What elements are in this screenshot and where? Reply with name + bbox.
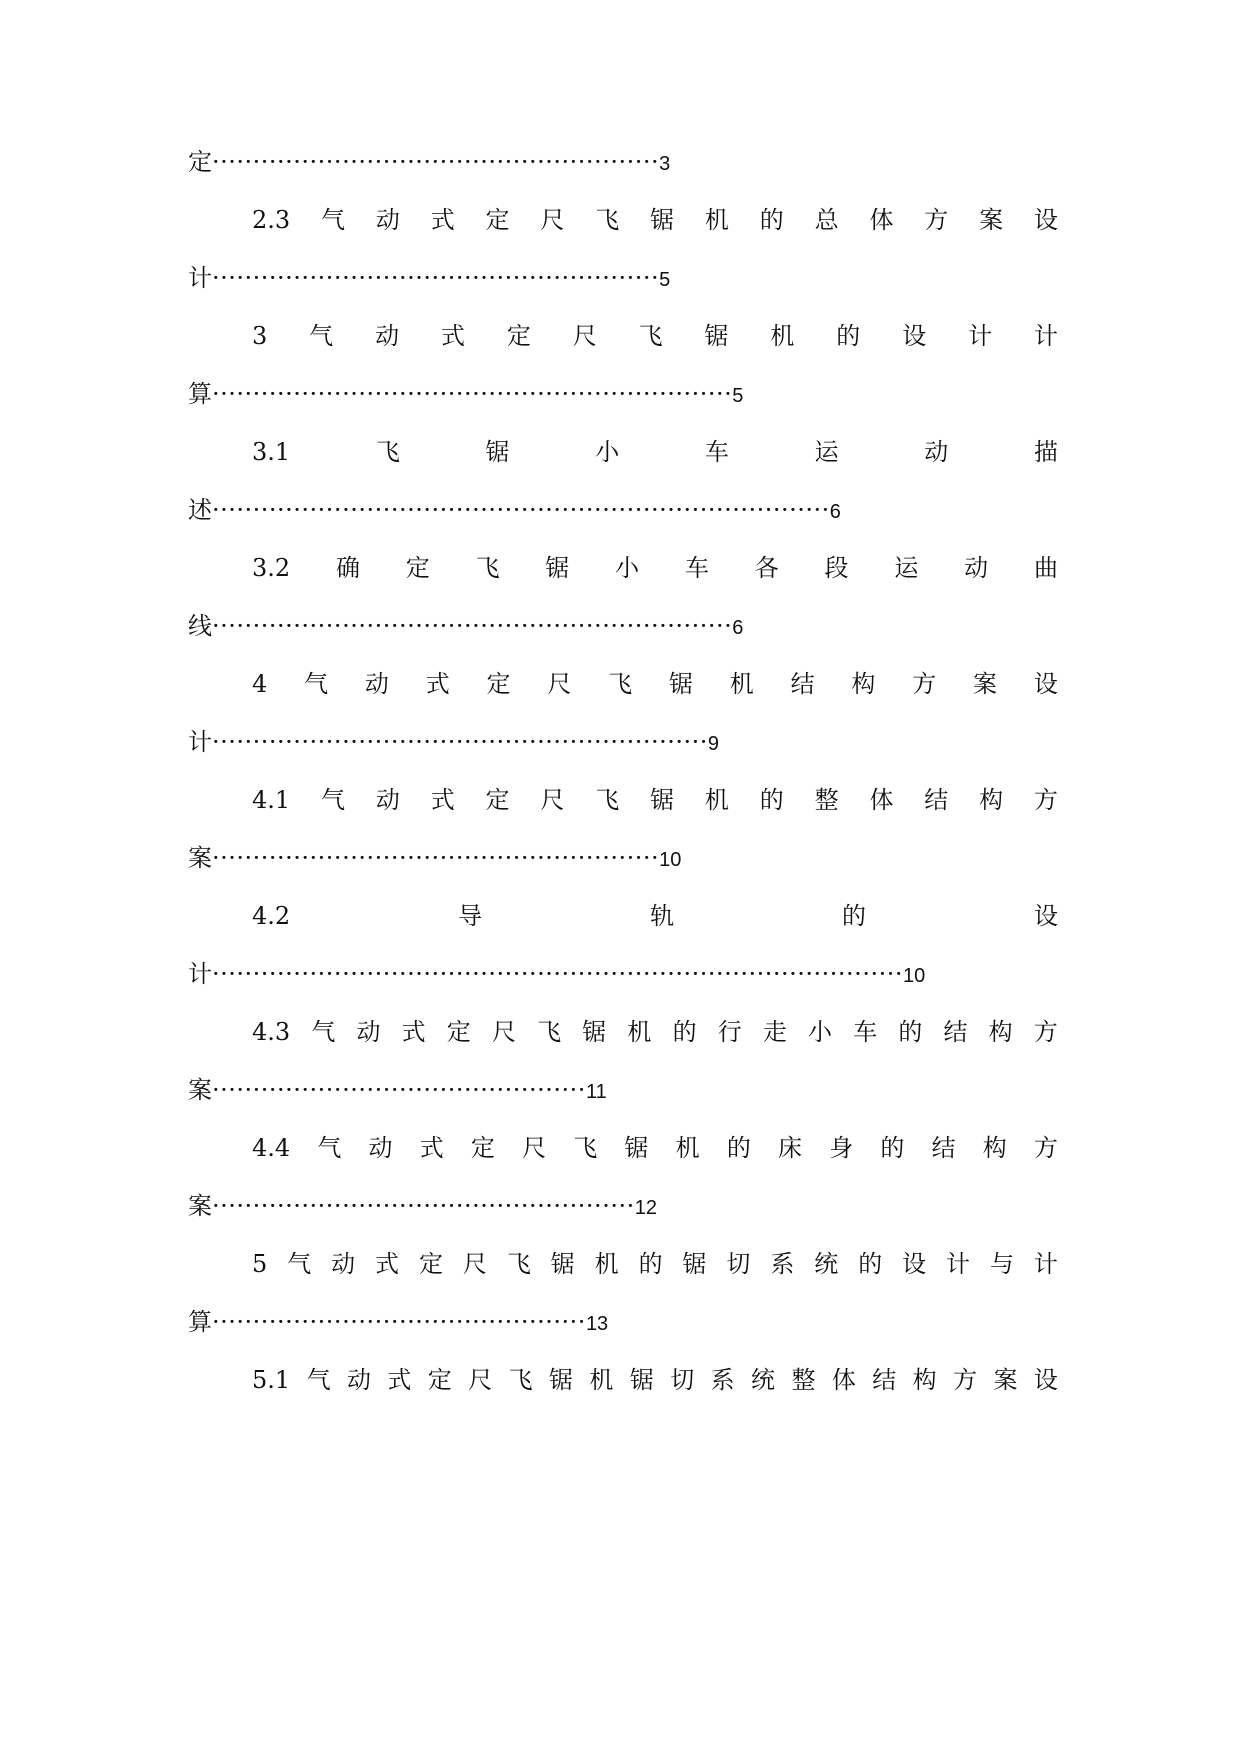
toc-section-number: 3	[252, 322, 268, 350]
toc-entry-heading[interactable]	[252, 1128, 1058, 1168]
toc-heading-char: 动	[364, 670, 389, 698]
toc-heading-char: 锯	[704, 322, 729, 350]
toc-heading-char: 式	[440, 322, 465, 350]
toc-page-number: 13	[585, 1313, 609, 1335]
toc-section-number: 4.2	[252, 902, 291, 930]
toc-heading-char: 式	[425, 670, 450, 698]
toc-entry-leader-line[interactable]	[188, 1070, 1058, 1110]
toc-heading-char: 设	[1033, 670, 1058, 698]
toc-entry-heading[interactable]	[252, 548, 1058, 588]
toc-entry-leader-line[interactable]	[188, 1186, 1058, 1226]
toc-heading-char: 结	[943, 1018, 968, 1046]
toc-heading-char: 方	[1033, 1018, 1058, 1046]
toc-heading-char: 定	[506, 322, 531, 350]
toc-heading-char: 的	[858, 1250, 883, 1278]
toc-entry-leader-line[interactable]	[188, 490, 1058, 530]
toc-heading-char: 案	[973, 670, 998, 698]
toc-heading-char: 机	[704, 206, 729, 234]
toc-heading-char: 飞	[375, 438, 400, 466]
toc-heading-char: 锯	[650, 786, 675, 814]
toc-heading-char: 飞	[475, 554, 500, 582]
toc-heading-char: 的	[672, 1018, 697, 1046]
toc-heading-char: 锯	[485, 438, 510, 466]
toc-heading-char: 体	[831, 1366, 856, 1394]
toc-heading-char: 尺	[572, 322, 597, 350]
toc-entry-leader-line[interactable]	[188, 374, 1058, 414]
toc-entry-leader-line[interactable]	[188, 606, 1058, 646]
toc-heading-char: 的	[759, 206, 784, 234]
toc-entry-continuation: 计	[188, 728, 212, 756]
toc-dot-leader: ································································	[212, 612, 733, 640]
toc-entry-heading[interactable]	[252, 432, 1058, 472]
toc-section-number: 5	[252, 1250, 268, 1278]
toc-heading-char: 的	[759, 786, 784, 814]
toc-heading-char: 整	[791, 1366, 816, 1394]
toc-heading-char: 小	[615, 554, 640, 582]
toc-heading-char: 设	[902, 1250, 927, 1278]
toc-heading-char: 锯	[582, 1018, 607, 1046]
toc-heading-char: 设	[1033, 1366, 1058, 1394]
toc-section-number: 4.1	[252, 786, 291, 814]
toc-section-number: 4.3	[252, 1018, 291, 1046]
toc-section-number: 2.3	[252, 206, 291, 234]
toc-heading-char: 气	[287, 1250, 312, 1278]
toc-heading-char: 动	[964, 554, 989, 582]
toc-heading-char: 结	[872, 1366, 897, 1394]
toc-heading-char: 构	[979, 786, 1004, 814]
toc-heading-char: 切	[726, 1250, 751, 1278]
toc-entry-continuation: 述	[188, 496, 212, 524]
toc-heading-char: 走	[762, 1018, 787, 1046]
toc-page-number: 10	[902, 965, 926, 987]
toc-heading-char: 的	[726, 1134, 751, 1162]
toc-page-number: 6	[732, 617, 744, 639]
toc-entry-continuation: 案	[188, 1076, 212, 1104]
toc-heading-char: 气	[306, 1366, 331, 1394]
toc-entry-heading[interactable]	[252, 1012, 1058, 1052]
toc-section-number: 5.1	[252, 1366, 291, 1394]
toc-heading-char: 结	[790, 670, 815, 698]
toc-heading-char: 案	[979, 206, 1004, 234]
toc-heading-char: 气	[304, 670, 329, 698]
toc-heading-char: 计	[968, 322, 993, 350]
toc-heading-char: 锯	[549, 1366, 574, 1394]
toc-heading-char: 定	[470, 1134, 495, 1162]
toc-heading-char: 各	[754, 554, 779, 582]
toc-heading-char: 定	[485, 206, 510, 234]
toc-heading-char: 小	[808, 1018, 833, 1046]
toc-heading-char: 锯	[624, 1134, 649, 1162]
toc-heading-char: 设	[1033, 206, 1058, 234]
toc-entry-continuation: 线	[188, 612, 212, 640]
toc-heading-char: 式	[401, 1018, 426, 1046]
toc-heading-char: 尺	[468, 1366, 493, 1394]
toc-entry-heading[interactable]	[252, 780, 1058, 820]
toc-heading-char: 动	[368, 1134, 393, 1162]
toc-heading-char: 飞	[595, 786, 620, 814]
toc-heading-char: 定	[418, 1250, 443, 1278]
toc-heading-char: 飞	[508, 1366, 533, 1394]
toc-entry-heading[interactable]	[252, 316, 1058, 356]
toc-heading-char: 的	[842, 902, 867, 930]
toc-heading-char: 车	[853, 1018, 878, 1046]
toc-heading-char: 的	[898, 1018, 923, 1046]
toc-heading-char: 锯	[668, 670, 693, 698]
toc-heading-char: 统	[814, 1250, 839, 1278]
toc-entry-leader-line[interactable]	[188, 838, 1058, 878]
toc-heading-char: 构	[988, 1018, 1013, 1046]
toc-entry-leader-line[interactable]	[188, 954, 1058, 994]
toc-heading-char: 轨	[650, 902, 675, 930]
toc-heading-char: 方	[912, 670, 937, 698]
toc-page-number: 9	[707, 733, 719, 755]
toc-heading-char: 动	[346, 1366, 371, 1394]
toc-heading-char: 段	[824, 554, 849, 582]
toc-heading-char: 锯	[545, 554, 570, 582]
toc-heading-char: 结	[931, 1134, 956, 1162]
toc-section-number: 3.1	[252, 438, 291, 466]
toc-heading-char: 案	[993, 1366, 1018, 1394]
toc-heading-char: 尺	[540, 786, 565, 814]
toc-heading-char: 式	[430, 206, 455, 234]
toc-heading-char: 气	[311, 1018, 336, 1046]
toc-dot-leader: ·······················································	[212, 844, 660, 872]
toc-heading-char: 式	[430, 786, 455, 814]
toc-dot-leader: ·······················································	[212, 264, 660, 292]
toc-page-number: 3	[659, 153, 671, 175]
toc-heading-char: 尺	[462, 1250, 487, 1278]
toc-heading-char: 体	[869, 206, 894, 234]
toc-heading-char: 计	[1033, 1250, 1058, 1278]
toc-heading-char: 结	[924, 786, 949, 814]
toc-heading-char: 统	[751, 1366, 776, 1394]
toc-heading-char: 动	[331, 1250, 356, 1278]
toc-heading-char: 机	[729, 670, 754, 698]
toc-heading-char: 机	[704, 786, 729, 814]
toc-dot-leader: ·····················································································	[212, 960, 903, 988]
toc-heading-char: 的	[836, 322, 861, 350]
toc-heading-char: 动	[375, 206, 400, 234]
toc-heading-char: 确	[335, 554, 360, 582]
toc-heading-char: 式	[419, 1134, 444, 1162]
toc-entry-leader-line[interactable]	[188, 142, 1058, 182]
toc-heading-char: 机	[589, 1366, 614, 1394]
toc-heading-char: 方	[924, 206, 949, 234]
toc-page-number: 5	[732, 385, 744, 407]
toc-heading-char: 尺	[491, 1018, 516, 1046]
toc-heading-char: 动	[356, 1018, 381, 1046]
toc-dot-leader: ·····························································	[212, 728, 708, 756]
toc-heading-char: 气	[321, 206, 346, 234]
toc-heading-char: 锯	[650, 206, 675, 234]
toc-heading-char: 计	[946, 1250, 971, 1278]
toc-heading-char: 系	[770, 1250, 795, 1278]
toc-heading-char: 动	[375, 786, 400, 814]
toc-heading-char: 飞	[638, 322, 663, 350]
toc-heading-char: 的	[638, 1250, 663, 1278]
toc-heading-char: 描	[1033, 438, 1058, 466]
toc-heading-char: 气	[317, 1134, 342, 1162]
toc-dot-leader: ············································································	[212, 496, 830, 524]
toc-heading-char: 小	[595, 438, 620, 466]
toc-heading-char: 与	[989, 1250, 1014, 1278]
toc-entry-leader-line[interactable]	[188, 1302, 1058, 1342]
toc-heading-char: 方	[1033, 786, 1058, 814]
toc-heading-char: 身	[829, 1134, 854, 1162]
toc-heading-char: 切	[670, 1366, 695, 1394]
toc-heading-char: 的	[880, 1134, 905, 1162]
toc-entry-heading[interactable]	[252, 664, 1058, 704]
toc-dot-leader: ································································	[212, 380, 733, 408]
toc-entry-continuation: 案	[188, 1192, 212, 1220]
toc-dot-leader: ··············································	[212, 1076, 586, 1104]
toc-heading-char: 方	[1033, 1134, 1058, 1162]
toc-heading-char: 床	[778, 1134, 803, 1162]
toc-entry-heading[interactable]	[252, 1360, 1058, 1400]
toc-heading-char: 计	[1033, 322, 1058, 350]
toc-heading-char: 气	[309, 322, 334, 350]
toc-heading-char: 锯	[629, 1366, 654, 1394]
toc-heading-char: 飞	[595, 206, 620, 234]
toc-heading-char: 系	[710, 1366, 735, 1394]
toc-entry-continuation: 算	[188, 1308, 212, 1336]
toc-entry-leader-line[interactable]	[188, 722, 1058, 762]
toc-heading-char: 方	[953, 1366, 978, 1394]
toc-heading-char: 锯	[550, 1250, 575, 1278]
toc-heading-char: 体	[869, 786, 894, 814]
toc-dot-leader: ··············································	[212, 1308, 586, 1336]
toc-heading-char: 整	[814, 786, 839, 814]
toc-heading-char: 运	[894, 554, 919, 582]
toc-heading-char: 设	[1033, 902, 1058, 930]
toc-heading-char: 机	[627, 1018, 652, 1046]
toc-heading-char: 机	[675, 1134, 700, 1162]
toc-heading-char: 动	[375, 322, 400, 350]
toc-heading-char: 曲	[1033, 554, 1058, 582]
toc-page-number: 12	[634, 1197, 657, 1219]
toc-heading-char: 气	[321, 786, 346, 814]
toc-section-number: 4.4	[252, 1134, 291, 1162]
toc-heading-char: 定	[486, 670, 511, 698]
toc-page-number: 5	[659, 269, 671, 291]
toc-heading-char: 车	[704, 438, 729, 466]
toc-heading-char: 构	[912, 1366, 937, 1394]
toc-heading-char: 行	[717, 1018, 742, 1046]
toc-heading-char: 飞	[573, 1134, 598, 1162]
toc-heading-char: 式	[387, 1366, 412, 1394]
toc-entry-continuation: 算	[188, 380, 212, 408]
toc-heading-char: 构	[982, 1134, 1007, 1162]
toc-page-number: 10	[659, 849, 682, 871]
toc-entry-continuation: 定	[188, 148, 212, 176]
toc-entry-continuation: 计	[188, 264, 212, 292]
toc-page-number: 11	[585, 1081, 607, 1103]
toc-heading-char: 运	[814, 438, 839, 466]
toc-heading-char: 构	[851, 670, 876, 698]
toc-entry-continuation: 案	[188, 844, 212, 872]
toc-heading-char: 尺	[547, 670, 572, 698]
toc-heading-char: 式	[375, 1250, 400, 1278]
toc-heading-char: 设	[902, 322, 927, 350]
toc-page-number: 6	[829, 501, 841, 523]
toc-dot-leader: ····················································	[212, 1192, 635, 1220]
toc-heading-char: 定	[485, 786, 510, 814]
toc-heading-char: 总	[814, 206, 839, 234]
toc-heading-char: 机	[594, 1250, 619, 1278]
toc-heading-char: 定	[427, 1366, 452, 1394]
toc-heading-char: 飞	[506, 1250, 531, 1278]
toc-entry-heading[interactable]	[252, 200, 1058, 240]
toc-heading-char: 尺	[522, 1134, 547, 1162]
toc-heading-char: 尺	[540, 206, 565, 234]
toc-section-number: 4	[252, 670, 268, 698]
toc-section-number: 3.2	[252, 554, 291, 582]
toc-dot-leader: ·······················································	[212, 148, 660, 176]
toc-heading-char: 机	[770, 322, 795, 350]
toc-heading-char: 飞	[608, 670, 633, 698]
toc-heading-char: 导	[458, 902, 483, 930]
toc-heading-char: 飞	[537, 1018, 562, 1046]
toc-entry-heading[interactable]	[252, 896, 1058, 936]
toc-heading-char: 车	[684, 554, 709, 582]
toc-entry-heading[interactable]	[252, 1244, 1058, 1284]
toc-heading-char: 动	[924, 438, 949, 466]
toc-entry-continuation: 计	[188, 960, 212, 988]
toc-heading-char: 锯	[682, 1250, 707, 1278]
toc-heading-char: 定	[405, 554, 430, 582]
toc-entry-leader-line[interactable]	[188, 258, 1058, 298]
toc-heading-char: 定	[446, 1018, 471, 1046]
